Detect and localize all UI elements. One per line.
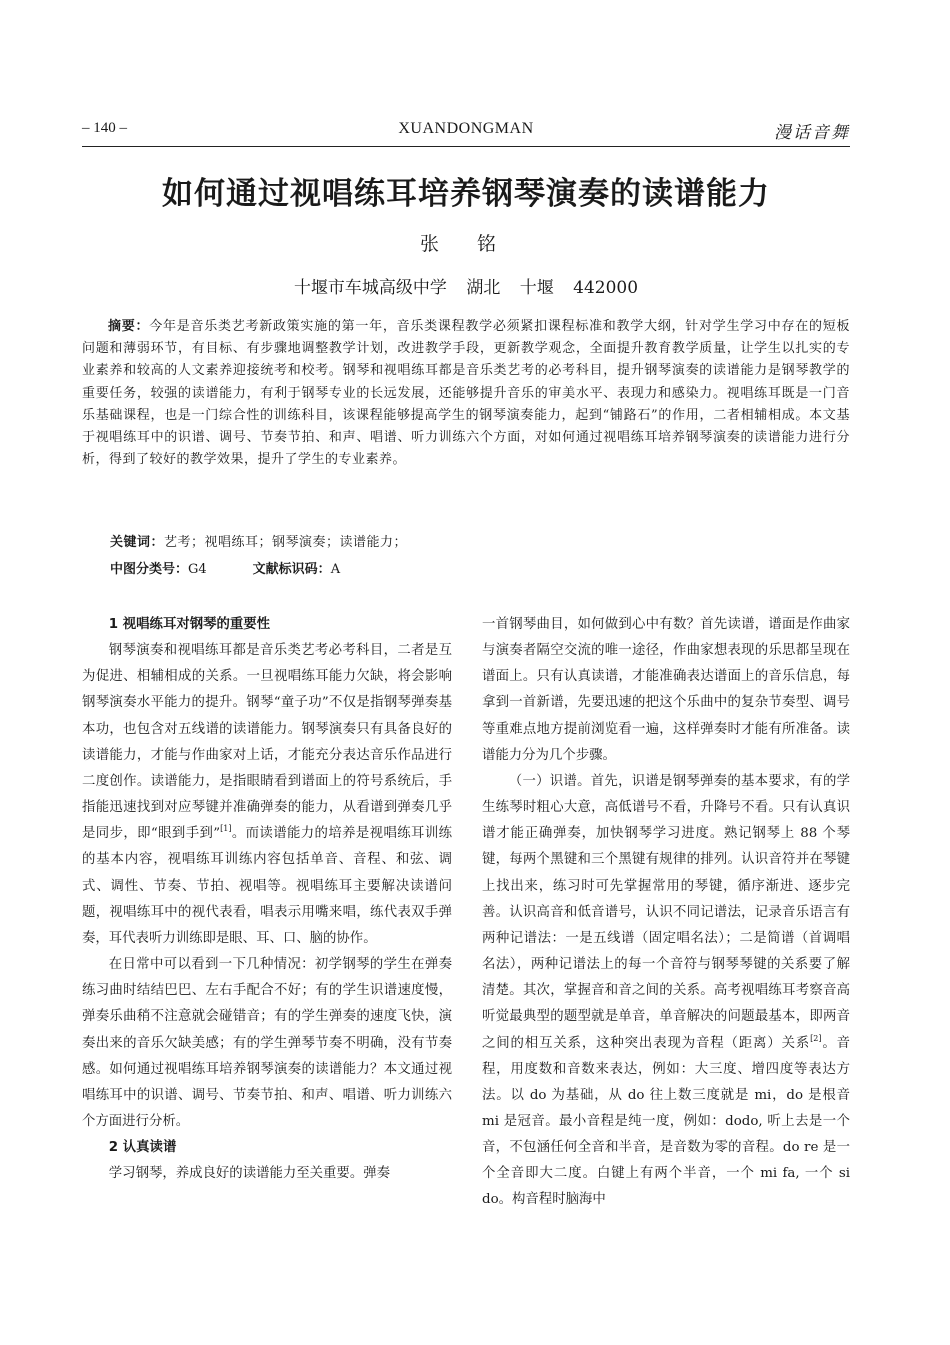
page-number: – 140 –	[82, 120, 127, 136]
section-2-paragraph-1-continued: 一首钢琴曲目，如何做到心中有数？首先读谱，谱面是作曲家与演奏者隔空交流的唯一途径，作曲家想表现的乐思都呈现在谱面上。只有认真读谱，才能准确表达谱面上的音乐信息，每拿到一首新谱，先要迅速的把这个乐曲中的复杂节奏型、调号等重难点地方提前浏览看一遍，这样弹奏时才能有所准备。读谱能力分为几个步骤。	[482, 617, 850, 763]
author-name: 张 铭	[419, 233, 513, 255]
section-1-paragraph-2: 在日常中可以看到一下几种情况：初学钢琴的学生在弹奏练习曲时结结巴巴、左右手配合不好；有的学生识谱速度慢，弹奏乐曲稍不注意就会碰错音；有的学生弹奏的速度飞快，演奏出来的音乐欠缺美感；有的学生弹琴节奏不明确，没有节奏感。如何通过视唱练耳培养钢琴演奏的读谱能力？本文通过视唱练耳中的识谱、调号、节奏节拍、和声、唱谱、听力训练六个方面进行分析。	[82, 957, 452, 1129]
article-title: 如何通过视唱练耳培养钢琴演奏的读谱能力	[162, 176, 770, 212]
running-header	[82, 118, 850, 147]
keywords-label: 关键词：	[110, 535, 165, 550]
keywords-text: 艺考；视唱练耳；钢琴演奏；读谱能力；	[164, 535, 408, 550]
abstract-label: 摘要：	[108, 319, 150, 334]
body-column-left	[82, 612, 452, 1187]
journal-name: XUANDONGMAN	[398, 120, 534, 137]
section-2-paragraph-2: （一）识谱。首先，识谱是钢琴弹奏的基本要求，有的学生练琴时粗心大意，高低谱号不看，升降号不看。只有认真识谱才能正确弹奏，加快钢琴学习进度。熟记钢琴上 88 个琴键，每两个黑键和三个黑键有规律的排列。认识音符并在琴键上找出来，练习时可先掌握常用的琴键，循序渐进、逐步完善。认识高音和低音谱号，认识不同记谱法，记录音乐语言有两种记谱法：一是五线谱（固定唱名法）；二是简谱（首调唱名法），两种记谱法上的每一个音符与钢琴琴键的关系要了解清楚。其次，掌握音和音之间的关系。高考视唱练耳考察音高听觉最典型的题型就是单音，单音解决的问题最基本，即两音之间的相互关系，这种突出表现为音程（距离）关系[2]。音程，用度数和音数来表达，例如：大三度、增四度等表达方法。以 do 为基础，从 do 往上数三度就是 mi，do 是根音 mi 是冠音。最小音程是纯一度，例如：dodo, 听上去是一个音，不包涵任何全音和半音，是音数为零的音程。do re 是一个全音即大二度。白键上有两个半音，一个 mi fa, 一个 si do。构音程时脑海中	[482, 773, 851, 1208]
doc-code-value: A	[330, 562, 341, 577]
column-name: 漫话音舞	[774, 123, 850, 143]
section-2-paragraph-1-start: 学习钢琴，养成良好的读谱能力至关重要。弹奏	[108, 1166, 390, 1182]
keywords	[110, 531, 407, 550]
body-column-right	[482, 612, 850, 1214]
classification-line	[110, 558, 340, 577]
abstract	[82, 316, 850, 471]
section-1-paragraph-1: 钢琴演奏和视唱练耳都是音乐类艺考必考科目，二者是互为促进、相辅相成的关系。一旦视唱练耳能力欠缺，将会影响钢琴演奏水平能力的提升。钢琴“童子功”不仅是指钢琴弹奏基本功，也包含对五线谱的读谱能力。钢琴演奏只有具备良好的读谱能力，才能与作曲家对上话，才能充分表达音乐作品进行二度创作。读谱能力，是指眼睛看到谱面上的符号系统后，手指能迅速找到对应琴键并准确弹奏的能力，从看谱到弹奏几乎是同步，即“眼到手到”[1]。而读谱能力的培养是视唱练耳训练的基本内容，视唱练耳训练内容包括单音、音程、和弦、调式、调性、节奏、节拍、视唱等。视唱练耳主要解决读谱问题，视唱练耳中的视代表看，唱表示用嘴来唱，练代表双手弹奏，耳代表听力训练即是眼、耳、口、脑的协作。	[82, 643, 452, 946]
citation-2: [2]	[810, 1033, 822, 1043]
section-1-heading: 1 视唱练耳对钢琴的重要性	[108, 617, 271, 632]
citation-1: [1]	[220, 824, 232, 834]
clc-value: G4	[188, 562, 207, 577]
doc-code-label: 文献标识码：	[252, 562, 331, 577]
clc-label: 中图分类号：	[110, 562, 189, 577]
abstract-text: 今年是音乐类艺考新政策实施的第一年，音乐类课程教学必须紧扣课程标准和教学大纲，针对学生学习中存在的短板问题和薄弱环节，有目标、有步骤地调整教学计划，改进教学手段，更新教学观念，全面提升教育教学质量，让学生以扎实的专业素养和较高的人文素养迎接统考和校考。钢琴和视唱练耳都是音乐类艺考的必考科目，提升钢琴演奏的读谱能力是钢琴教学的重要任务，较强的读谱能力，有利于钢琴专业的长远发展，还能够提升音乐的审美水平、表现力和感染力。视唱练耳既是一门音乐基础课程，也是一门综合性的训练科目，该课程能够提高学生的钢琴演奏能力，起到“铺路石”的作用，二者相辅相成。本文基于视唱练耳中的识谱、调号、节奏节拍、和声、唱谱、听力训练六个方面，对如何通过视唱练耳培养钢琴演奏的读谱能力进行分析，得到了较好的教学效果，提升了学生的专业素养。	[82, 319, 850, 468]
section-2-heading: 2 认真读谱	[108, 1140, 177, 1156]
author-affiliation: 十堰市车城高级中学 湖北 十堰 442000	[293, 278, 639, 298]
